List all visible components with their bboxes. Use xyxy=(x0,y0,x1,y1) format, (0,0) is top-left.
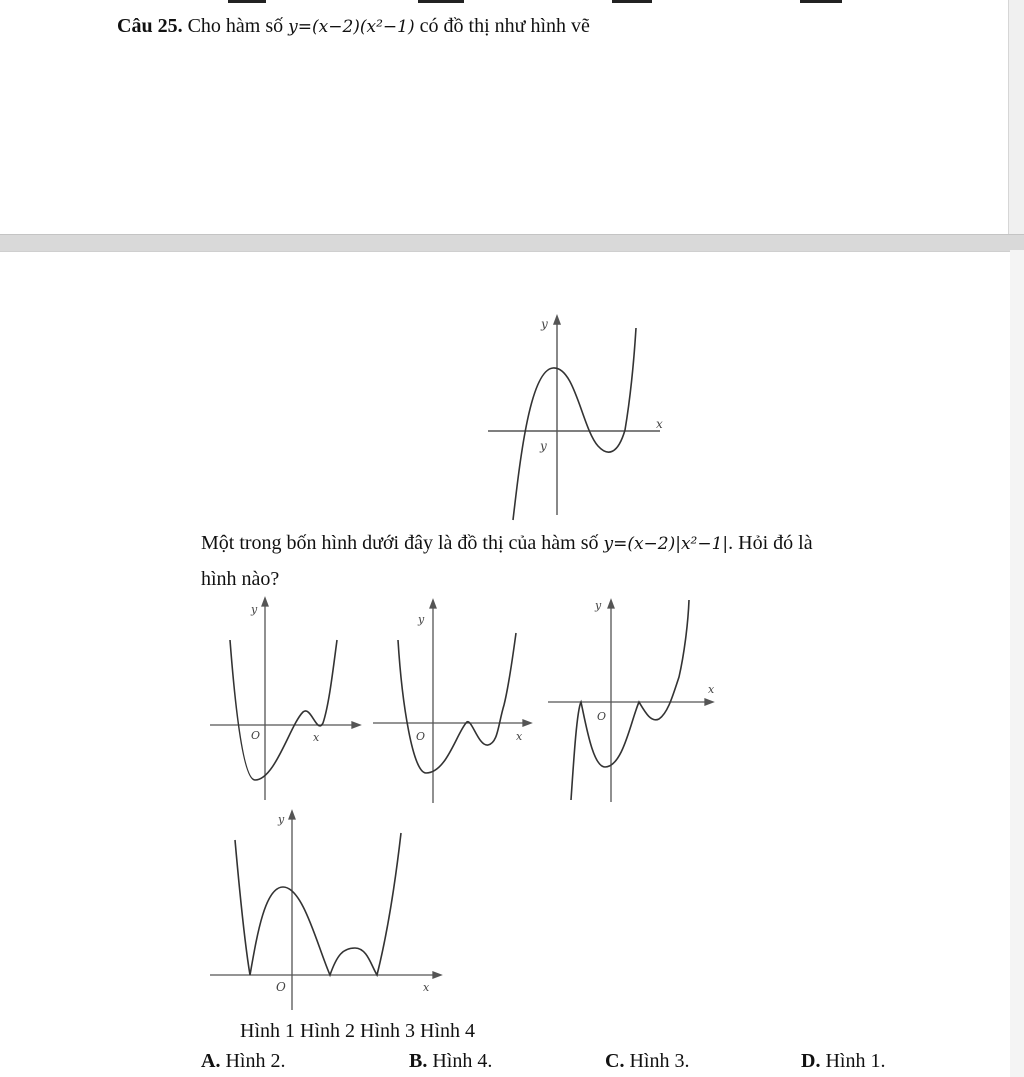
answer-c[interactable] xyxy=(605,1048,689,1074)
question-number: Câu 25. xyxy=(117,15,183,37)
fig3-x-label: x xyxy=(708,683,715,696)
prompt-text-2: hình nào? xyxy=(201,568,280,590)
figures-caption: Hình 1 Hình 2 Hình 3 Hình 4 xyxy=(240,1020,475,1042)
question-intro-tail: có đồ thị như hình vẽ xyxy=(419,15,590,37)
answer-d-letter: D. xyxy=(801,1050,821,1072)
figure-4 xyxy=(205,805,445,1015)
fig1-origin-label: O xyxy=(251,729,261,742)
fig2-x-label: x xyxy=(516,730,523,743)
fig3-origin-label: O xyxy=(597,710,607,723)
question-intro: Cho hàm số xyxy=(187,15,284,37)
prompt-text: Một trong bốn hình dưới đây là đồ thị của hàm số xyxy=(201,532,599,554)
main-y-label: y xyxy=(541,317,548,331)
answer-b[interactable] xyxy=(409,1048,492,1074)
answer-a-letter: A. xyxy=(201,1050,221,1072)
fig4-y-label: y xyxy=(278,813,285,826)
answer-b-letter: B. xyxy=(409,1050,428,1072)
page-edge-lower xyxy=(1010,250,1024,1077)
fig1-y-label: y xyxy=(251,603,258,616)
prompt-formula: y=(x−2)|x²−1| xyxy=(603,534,729,554)
fig1-x-label: x xyxy=(313,731,320,744)
main-extra-y-label: y xyxy=(540,439,547,453)
answer-c-text: Hình 3. xyxy=(629,1050,690,1072)
fig4-x-label: x xyxy=(423,981,430,994)
answer-d-text: Hình 1. xyxy=(825,1050,886,1072)
question-line xyxy=(117,13,590,40)
page-edge xyxy=(1008,0,1024,234)
prompt-line-2 xyxy=(201,566,279,592)
prompt-tail: . Hỏi đó là xyxy=(728,532,813,554)
main-graph xyxy=(480,310,680,530)
prompt-line-1 xyxy=(201,530,813,557)
main-x-label: x xyxy=(656,417,663,431)
fig2-y-label: y xyxy=(418,613,425,626)
answer-d[interactable] xyxy=(801,1048,885,1074)
answer-a-text: Hình 2. xyxy=(225,1050,286,1072)
fig3-y-label: y xyxy=(595,599,602,612)
fig2-origin-label: O xyxy=(416,730,426,743)
figure-1 xyxy=(205,595,365,805)
figure-3 xyxy=(543,595,723,805)
fig4-origin-label: O xyxy=(276,980,286,994)
function-formula: y=(x−2)(x²−1) xyxy=(288,17,415,37)
figure-2 xyxy=(368,595,538,805)
answer-c-letter: C. xyxy=(605,1050,625,1072)
page-separator xyxy=(0,234,1024,252)
answer-b-text: Hình 4. xyxy=(432,1050,493,1072)
answer-a[interactable] xyxy=(201,1048,285,1074)
